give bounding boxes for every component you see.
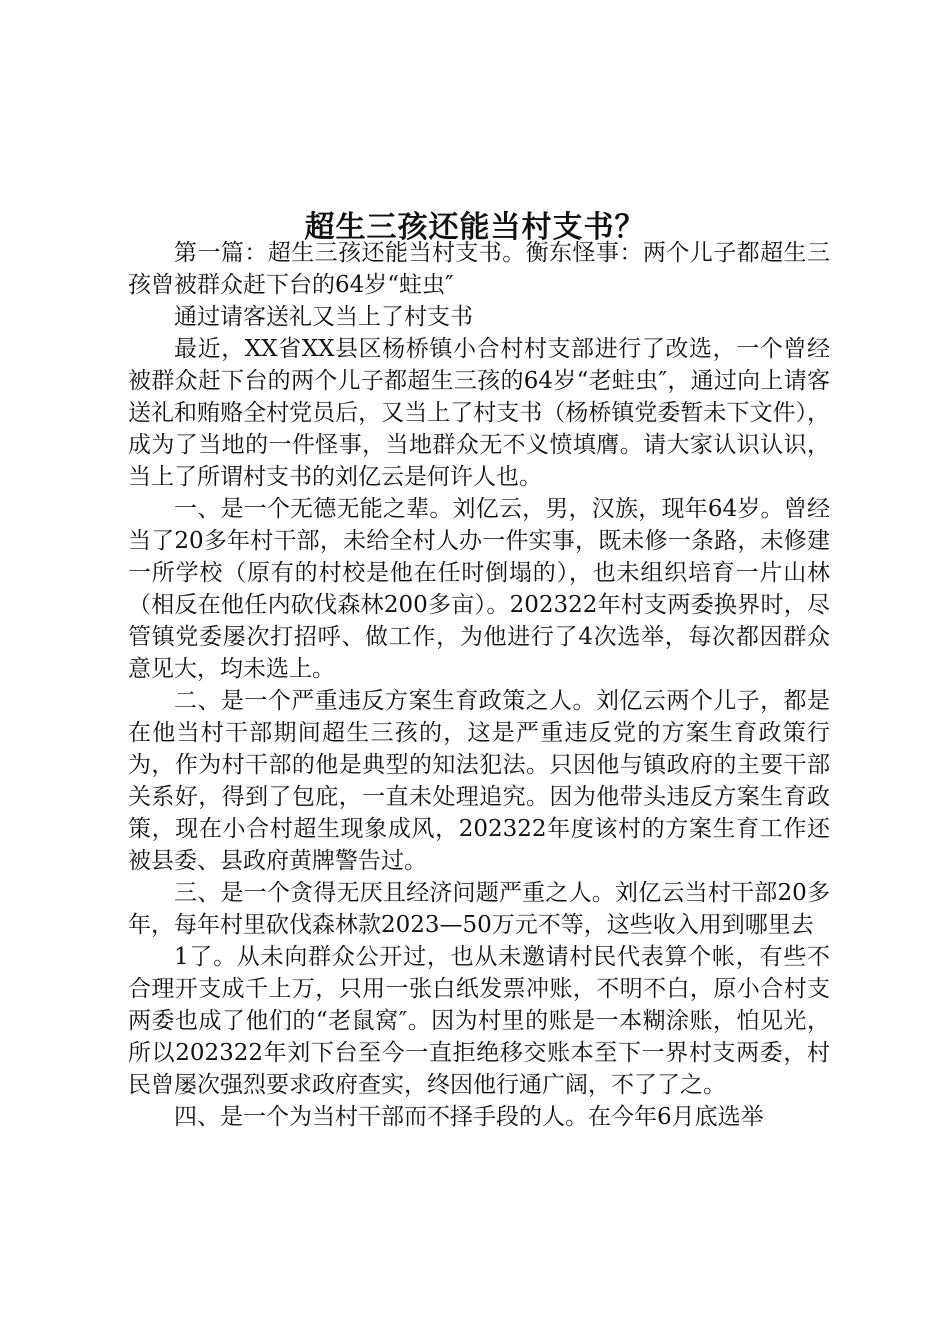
paragraph-point-three: 三、是一个贪得无厌且经济问题严重之人。刘亿云当村干部20多年，每年村里砍伐森林款2023—50万元不等，这些收入用到哪里去 xyxy=(128,880,830,938)
paragraph-point-four: 四、是一个为当村干部而不择手段的人。在今年6月底选举 xyxy=(174,1104,764,1130)
paragraph-point-two: 二、是一个严重违反方案生育政策之人。刘亿云两个儿子，都是在他当村干部期间超生三孩的，这是严重违反党的方案生育政策行为，作为村干部的他是典型的知法犯法。只因他与镇政府的主要干部关系好，得到了包庇，一直未处理追究。因为他带头违反方案生育政策，现在小合村超生现象成风，202322年度该村的方案生育工作还被县委、县政府黄牌警告过。 xyxy=(128,688,830,874)
paragraph-point-one: 一、是一个无德无能之辈。刘亿云，男，汉族，现年64岁。曾经当了20多年村干部，未给全村人办一件实事，既未修一条路，未修建一所学校（原有的村校是他在任时倒塌的），也未组织培育一片山林（相反在他任内砍伐森林200多亩）。202322年村支两委换界时，尽管镇党委屡次打招呼、做工作，为他进行了4次选举，每次都因群众意见大，均未选上。 xyxy=(128,496,830,682)
paragraph-intro: 第一篇：超生三孩还能当村支书。衡东怪事：两个儿子都超生三孩曾被群众赶下台的64岁“蛀虫″ xyxy=(128,240,830,298)
paragraph-point-three-continued: 1了。从未向群众公开过，也从未邀请村民代表算个帐，有些不合理开支成千上万，只用一张白纸发票冲账，不明不白，原小合村支两委也成了他们的“老鼠窝″。因为村里的账是一本糊涂账，怕见光，所以202322年刘下台至今一直拒绝移交账本至下一界村支两委，村民曾屡次强烈要求政府查实，终因他行通广阔，不了了之。 xyxy=(128,944,830,1098)
paragraph-background: 最近，XX省XX县区杨桥镇小合村村支部进行了改选，一个曾经被群众赶下台的两个儿子都超生三孩的64岁“老蛀虫″，通过向上请客送礼和贿赂全村党员后，又当上了村支书（杨桥镇党委暂未下文件），成为了当地的一件怪事，当地群众无不义愤填膺。请大家认识认识，当上了所谓村支书的刘亿云是何许人也。 xyxy=(128,336,830,490)
document-title: 超生三孩还能当村支书？ xyxy=(304,210,646,246)
document-body xyxy=(128,237,830,1133)
paragraph-subtitle: 通过请客送礼又当上了村支书 xyxy=(174,304,473,330)
